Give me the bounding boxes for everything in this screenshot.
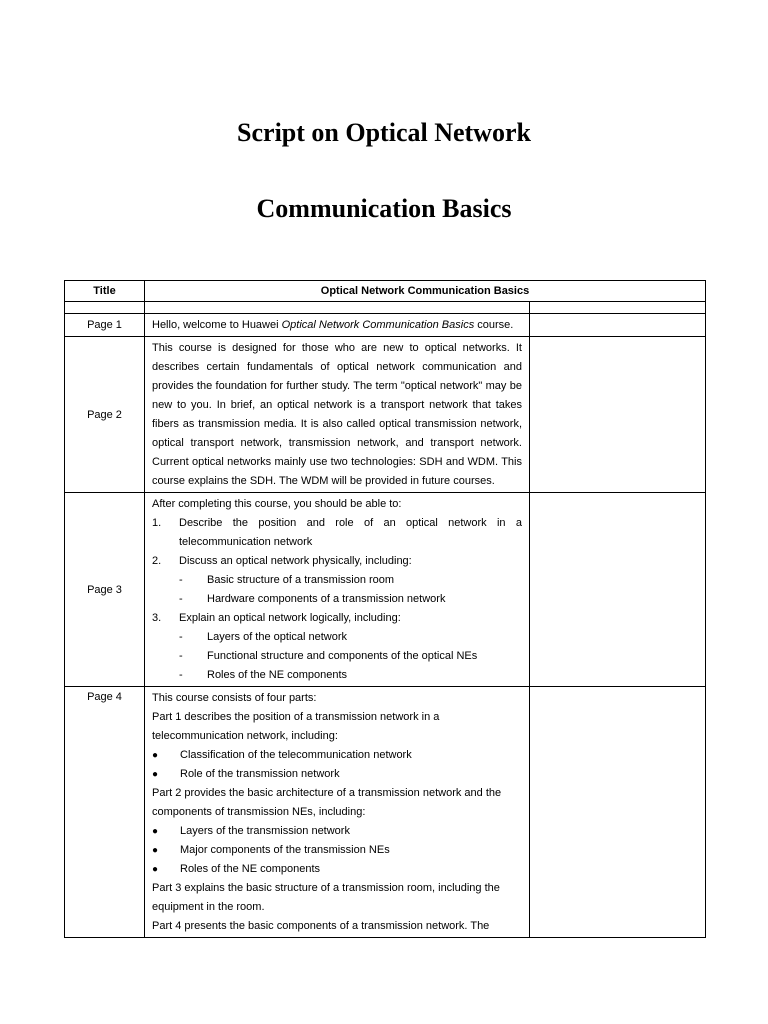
- table-row-page-1: [65, 314, 706, 337]
- notes-cell: [530, 314, 706, 337]
- script-table: [64, 280, 706, 938]
- notes-cell: [530, 337, 706, 493]
- bullet-item: [152, 746, 522, 765]
- page-content-cell: [145, 314, 530, 337]
- list-item: [152, 514, 522, 552]
- bullet-item: [152, 765, 522, 784]
- notes-cell: [530, 687, 706, 938]
- page-3-content: [145, 493, 529, 686]
- list-number: 3.: [152, 612, 162, 624]
- dash-icon: -: [179, 650, 183, 662]
- dash-icon: -: [179, 669, 183, 681]
- document-title-line-1: Script on Optical Network: [237, 118, 531, 147]
- page-3-intro: After completing this course, you should be able to:: [152, 498, 402, 510]
- dash-icon: -: [179, 574, 183, 586]
- bullet-item: [152, 860, 522, 879]
- header-title-cell: Optical Network Communication Basics: [145, 281, 706, 302]
- dash-icon: -: [179, 593, 183, 605]
- bullet-item: [152, 822, 522, 841]
- table-row-page-4: [65, 687, 706, 938]
- sub-list-item: [152, 590, 522, 609]
- sub-list-item: [152, 571, 522, 590]
- page-label-cell: Page 3: [65, 493, 145, 687]
- part-3-text: Part 3 explains the basic structure of a transmission room, including the equipment in the room.: [152, 882, 500, 913]
- list-text: Discuss an optical network physically, including:: [179, 555, 412, 567]
- bullet-text: Roles of the NE components: [180, 863, 321, 875]
- page-content-cell: [145, 337, 530, 493]
- sub-list-text: Hardware components of a transmission network: [207, 593, 446, 605]
- list-item: [152, 609, 522, 628]
- bullet-item: [152, 841, 522, 860]
- header-label-cell: Title: [65, 281, 145, 302]
- spacer-cell: [530, 302, 706, 314]
- sub-list-text: Layers of the optical network: [207, 631, 348, 643]
- bullet-icon: ●: [152, 864, 159, 875]
- spacer-cell: [65, 302, 145, 314]
- bullet-icon: ●: [152, 826, 159, 837]
- document-title-line-2: Communication Basics: [256, 194, 512, 223]
- bullet-icon: ●: [152, 845, 159, 856]
- header-row: [65, 281, 706, 302]
- course-name-italic: Optical Network Communication Basics: [281, 319, 475, 331]
- page-1-text: [145, 314, 529, 336]
- sub-list-text: Roles of the NE components: [207, 669, 348, 681]
- list-text: Describe the position and role of an optical network in a telecommunication network: [179, 517, 522, 548]
- dash-icon: -: [179, 631, 183, 643]
- notes-cell: [530, 493, 706, 687]
- page-2-text: This course is designed for those who are new to optical networks. It describes certain fundamentals of optical network communication and provides the foundation for further study. The term "optical network" may be new to you. In brief, an optical network is a transport network that takes fibers as transmission media. It is also called optical transmission network, optical transport network, transmission network, and transport network. Current optical networks mainly use two technologies: SDH and WDM. This course explains the SDH. The WDM will be provided in future courses.: [152, 342, 522, 487]
- page-4-intro: This course consists of four parts:: [152, 692, 317, 704]
- sub-list-item: [152, 666, 522, 685]
- sub-list-text: Functional structure and components of the optical NEs: [207, 650, 478, 662]
- bullet-text: Layers of the transmission network: [180, 825, 350, 837]
- bullet-text: Major components of the transmission NEs: [180, 844, 390, 856]
- page-1-text-before: Hello, welcome to Huawei: [152, 319, 282, 331]
- list-item: [152, 552, 522, 571]
- bullet-text: Classification of the telecommunication network: [180, 749, 412, 761]
- bullet-icon: ●: [152, 750, 159, 761]
- spacer-row: [65, 302, 706, 314]
- page-content-cell: [145, 687, 530, 938]
- table-row-page-3: [65, 493, 706, 687]
- sub-list-item: [152, 647, 522, 666]
- bullet-text: Role of the transmission network: [180, 768, 340, 780]
- page-4-content: [145, 687, 529, 937]
- page-1-text-after: course.: [474, 319, 514, 331]
- part-4-text: Part 4 presents the basic components of a transmission network. The: [152, 920, 490, 932]
- table-row-page-2: [65, 337, 706, 493]
- sub-list-item: [152, 628, 522, 647]
- part-2-text: Part 2 provides the basic architecture of a transmission network and the components of transmission NEs, including:: [152, 787, 502, 818]
- page-label-cell: Page 4: [65, 687, 145, 938]
- list-text: Explain an optical network logically, including:: [179, 612, 401, 624]
- list-number: 2.: [152, 555, 162, 567]
- bullet-icon: ●: [152, 769, 159, 780]
- part-1-text: Part 1 describes the position of a transmission network in a telecommunication network, including:: [152, 711, 440, 742]
- list-number: 1.: [152, 517, 162, 529]
- spacer-cell: [145, 302, 530, 314]
- sub-list-text: Basic structure of a transmission room: [207, 574, 395, 586]
- page-content-cell: [145, 493, 530, 687]
- page-label-cell: Page 2: [65, 337, 145, 493]
- page-label-cell: Page 1: [65, 314, 145, 337]
